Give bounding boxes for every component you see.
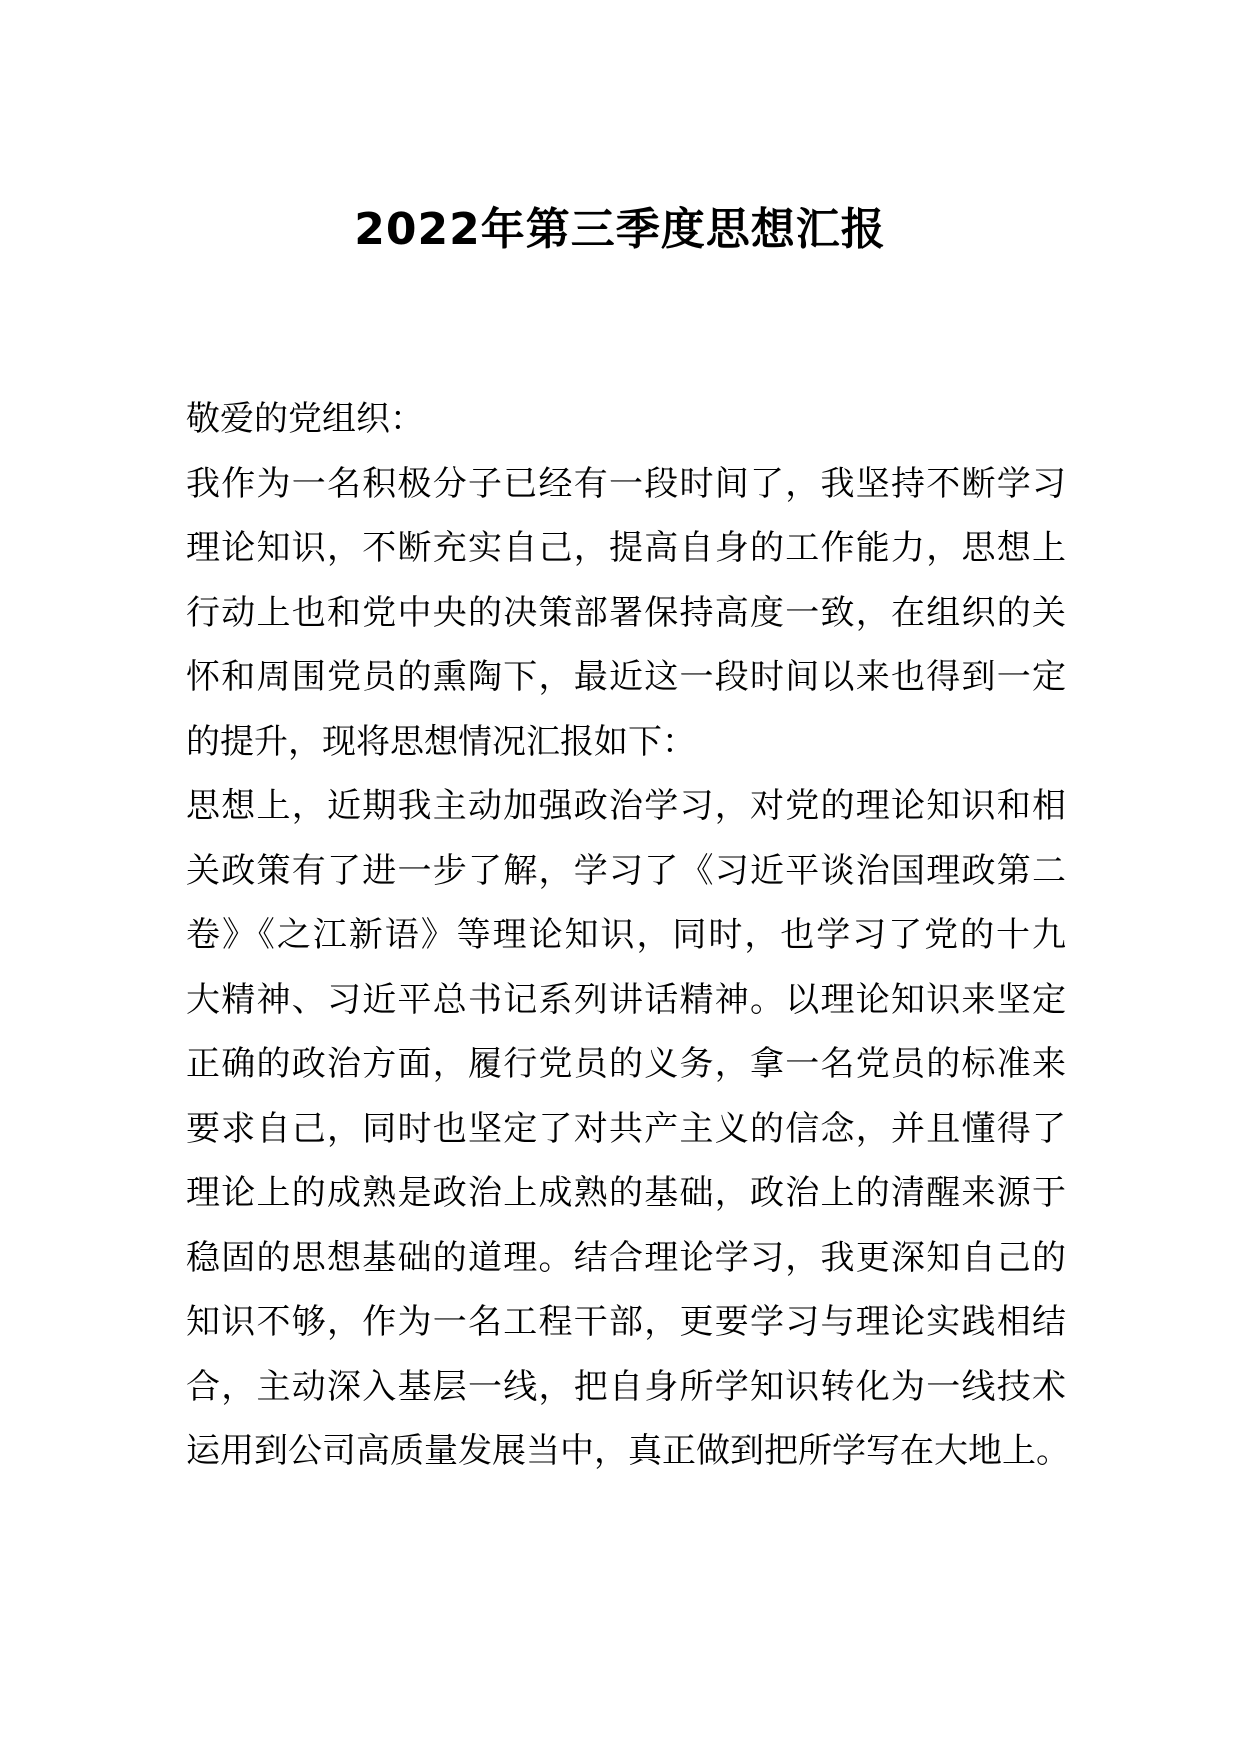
salutation: 敬爱的党组织：	[186, 399, 424, 439]
paragraph-line: 怀和周围党员的熏陶下，最近这一段时间以来也得到一定	[186, 657, 1066, 697]
paragraph-line: 理论知识，不断充实自己，提高自身的工作能力，思想上	[186, 528, 1066, 568]
paragraph-line: 要求自己，同时也坚定了对共产主义的信念，并且懂得了	[186, 1108, 1066, 1149]
paragraph-line: 思想上，近期我主动加强政治学习，对党的理论知识和相	[186, 786, 1066, 826]
paragraph-line: 我作为一名积极分子已经有一段时间了，我坚持不断学习	[186, 463, 1066, 504]
document-title: 2022年第三季度思想汇报	[354, 204, 886, 255]
paragraph-line: 运用到公司高质量发展当中，真正做到把所学写在大地上。	[186, 1431, 1070, 1471]
paragraph-line: 行动上也和党中央的决策部署保持高度一致，在组织的关	[186, 592, 1066, 633]
paragraph-line: 稳固的思想基础的道理。结合理论学习，我更深知自己的	[186, 1237, 1066, 1278]
paragraph-line: 正确的政治方面，履行党员的义务，拿一名党员的标准来	[186, 1044, 1066, 1084]
paragraph-line: 知识不够，作为一名工程干部，更要学习与理论实践相结	[186, 1302, 1066, 1342]
paragraph-line: 理论上的成熟是政治上成熟的基础，政治上的清醒来源于	[186, 1173, 1066, 1213]
paragraph-line: 大精神、习近平总书记系列讲话精神。以理论知识来坚定	[186, 979, 1066, 1020]
paragraph-line: 的提升，现将思想情况汇报如下：	[186, 721, 696, 762]
paragraph-line: 关政策有了进一步了解，学习了《习近平谈治国理政第二	[186, 850, 1066, 891]
paragraph-line: 合，主动深入基层一线，把自身所学知识转化为一线技术	[186, 1366, 1066, 1407]
paragraph-line: 卷》《之江新语》等理论知识，同时，也学习了党的十九	[186, 915, 1066, 955]
document-body	[186, 387, 1070, 1484]
